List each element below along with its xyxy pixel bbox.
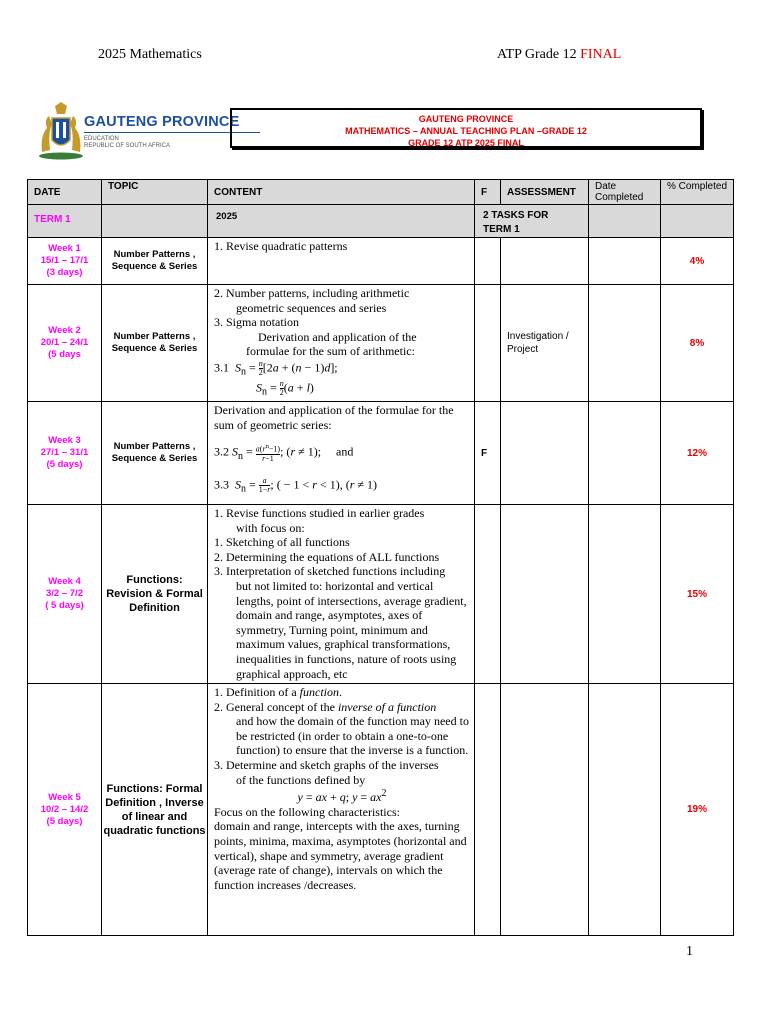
week-date-cell: [28, 402, 102, 505]
document-title-box: [230, 108, 702, 148]
pct-cell: 8%: [661, 285, 734, 402]
week-days: (5 days): [46, 459, 83, 470]
table-row: [28, 505, 734, 684]
coat-of-arms-icon: [38, 100, 84, 160]
title-line-3: GRADE 12 ATP 2025 FINAL: [408, 138, 524, 148]
content-line: with focus on:: [236, 520, 305, 535]
title-line-2: MATHEMATICS – ANNUAL TEACHING PLAN –GRADE 12: [345, 126, 587, 136]
content-line: 3. Interpretation of sketched functions including: [214, 564, 446, 579]
content-line: Focus on the following characteristics:: [214, 804, 400, 819]
content-line: Derivation and application of the: [258, 329, 417, 344]
page-number: 1: [686, 944, 693, 959]
teaching-plan-table: [27, 179, 734, 936]
content-line: [214, 700, 470, 715]
assessment-cell: Investigation / Project: [501, 285, 589, 402]
week-label: Week 1: [48, 243, 81, 254]
content-line: Derivation and application of the formulae for the sum of geometric series:: [214, 403, 454, 432]
date-completed-cell: [589, 505, 661, 684]
table-row: [28, 684, 734, 936]
header-final-label: FINAL: [580, 47, 622, 62]
assessment-cell: [501, 684, 589, 936]
col-pct-completed-header: % Completed: [661, 180, 734, 205]
week-range: 20/1 – 24/1: [40, 337, 89, 348]
col-content-header: CONTENT: [208, 180, 475, 205]
term-label: TERM 1: [34, 214, 71, 225]
term-tasks-line-1: 2 TASKS FOR: [483, 210, 549, 221]
sum-arithmetic-formula-2: $S_n$ = $\frac{n}{2}$ (a + l): [256, 379, 314, 398]
week-label: Week 2: [48, 325, 81, 336]
week-range: 10/2 – 14/2: [40, 803, 89, 815]
content-line: of the functions defined by: [236, 772, 366, 787]
content-line: but not limited to: horizontal and vertical lengths, point of intersections, average gradient, domain and range, asymptotes, axes of symmetry, Turning point, minimum and maximum values, graphical transformations, inequalities in functions, nature of roots using graphical approach, etc: [236, 578, 467, 681]
col-f-header: F: [475, 180, 501, 205]
week-date-cell: [28, 684, 102, 936]
topic-cell: Number Patterns , Sequence & Series: [102, 402, 208, 505]
header-subject: 2025 Mathematics: [98, 47, 202, 62]
date-completed-cell: [589, 402, 661, 505]
content-line: [214, 685, 470, 700]
term-year: 2025: [216, 211, 238, 222]
content-italic: inverse of a function: [337, 699, 437, 714]
content-line: 1. Revise quadratic patterns: [214, 239, 348, 253]
assessment-cell: [501, 238, 589, 285]
topic-cell: Functions: Formal Definition , Inverse of linear and quadratic functions: [102, 684, 208, 936]
content-cell: [208, 684, 475, 936]
sum-arithmetic-formula-1: 3.1 $S_n$ = $\frac{n}{2}$ [2a + (n − 1)d];: [214, 358, 338, 378]
table-header-row: [28, 180, 734, 205]
week-date-cell: [28, 285, 102, 402]
gauteng-logo: [38, 100, 240, 160]
content-line: domain and range, intercepts with the axes, turning points, minima, maxima, asymptotes (horizontal and vertical), shape and symmetry, average gradient (average rate of change), intervals on which the function increases /decreases.: [214, 819, 467, 892]
f-cell: [475, 684, 501, 936]
title-line-1: GAUTENG PROVINCE: [418, 114, 514, 124]
col-date-completed-header: Date Completed: [589, 180, 661, 205]
content-line: 3. Determine and sketch graphs of the inverses: [214, 757, 439, 772]
date-completed-cell: [589, 285, 661, 402]
inverse-functions-formula: y = ax + q; $y = ax^2$: [297, 788, 387, 805]
week-range: 27/1 – 31/1: [40, 447, 89, 458]
table-row: [28, 285, 734, 402]
week-label: Week 3: [48, 435, 81, 446]
logo-country: REPUBLIC OF SOUTH AFRICA: [84, 143, 171, 149]
topic-cell: Number Patterns , Sequence & Series: [102, 285, 208, 402]
sum-geometric-formula: 3.2 $S_n$ = $\frac{a(r^n-1)}{r-1}$ ; (r ≠ 1); and: [214, 443, 354, 463]
pct-cell: 12%: [661, 402, 734, 505]
date-completed-cell: [589, 238, 661, 285]
content-italic: function: [299, 685, 339, 699]
content-line: 3. Sigma notation: [214, 315, 299, 330]
content-text: .: [338, 685, 342, 699]
content-cell: [208, 505, 475, 684]
week-date-cell: [28, 505, 102, 684]
col-date-header: DATE: [28, 180, 102, 205]
header-title-text: ATP Grade 12: [497, 47, 577, 62]
term-tasks-cell: [475, 205, 589, 238]
week-range: 15/1 – 17/1: [40, 255, 89, 266]
week-label: Week 4: [48, 576, 81, 587]
content-text: 1. Definition of a: [214, 685, 300, 699]
pct-cell: 4%: [661, 238, 734, 285]
week-days: (3 days): [46, 267, 83, 278]
col-topic-header: TOPIC: [102, 180, 208, 205]
term-pct-cell: [661, 205, 734, 238]
week-range: 3/2 – 7/2: [46, 588, 83, 599]
term-topic-cell: [102, 205, 208, 238]
content-line: and how the domain of the function may need to be restricted (in order to obtain a one-to-one function) to ensure that the inverse is a function.: [236, 714, 469, 758]
f-cell: [475, 505, 501, 684]
date-completed-cell: [589, 684, 661, 936]
content-line: 2. Number patterns, including arithmetic: [214, 286, 410, 300]
content-line: 2. Determining the equations of ALL functions: [214, 549, 440, 564]
logo-dept: EDUCATION: [84, 136, 119, 142]
assessment-cell: [501, 505, 589, 684]
col-assessment-header: ASSESSMENT: [501, 180, 589, 205]
term-year-cell: [208, 205, 475, 238]
topic-cell: Functions: Revision & Formal Definition: [102, 505, 208, 684]
week-label: Week 5: [48, 791, 81, 803]
week-date-cell: [28, 238, 102, 285]
term-tasks-line-2: TERM 1: [483, 224, 520, 235]
sum-infinity-formula: 3.3 $S_n$ = $\frac{a}{1-r}$ ; ( − 1 < r < 1), (r ≠ 1): [214, 475, 377, 495]
pct-cell: 15%: [661, 505, 734, 684]
header-title: [497, 47, 621, 63]
topic-cell: Number Patterns , Sequence & Series: [102, 238, 208, 285]
assessment-cell: [501, 402, 589, 505]
f-cell: [475, 285, 501, 402]
content-text: 2. General concept of the: [214, 699, 338, 714]
content-line: 1. Sketching of all functions: [214, 535, 350, 550]
content-cell: [208, 402, 475, 505]
content-line: 1. Revise functions studied in earlier grades: [214, 506, 425, 520]
week-days: (5 days): [46, 815, 83, 827]
pct-cell: 19%: [661, 684, 734, 936]
f-cell: [475, 238, 501, 285]
term-label-cell: [28, 205, 102, 238]
content-cell: [208, 238, 475, 285]
table-row: [28, 402, 734, 505]
week-days: ( 5 days): [45, 600, 84, 611]
week-days: (5 days: [48, 349, 81, 360]
content-and: and: [336, 444, 354, 459]
f-cell: F: [475, 402, 501, 505]
logo-province-name: GAUTENG PROVINCE: [84, 114, 240, 130]
content-line: formulae for the sum of arithmetic:: [246, 344, 415, 359]
content-line: geometric sequences and series: [236, 300, 387, 315]
term-date-completed-cell: [589, 205, 661, 238]
table-row: [28, 238, 734, 285]
term-row: [28, 205, 734, 238]
content-cell: [208, 285, 475, 402]
